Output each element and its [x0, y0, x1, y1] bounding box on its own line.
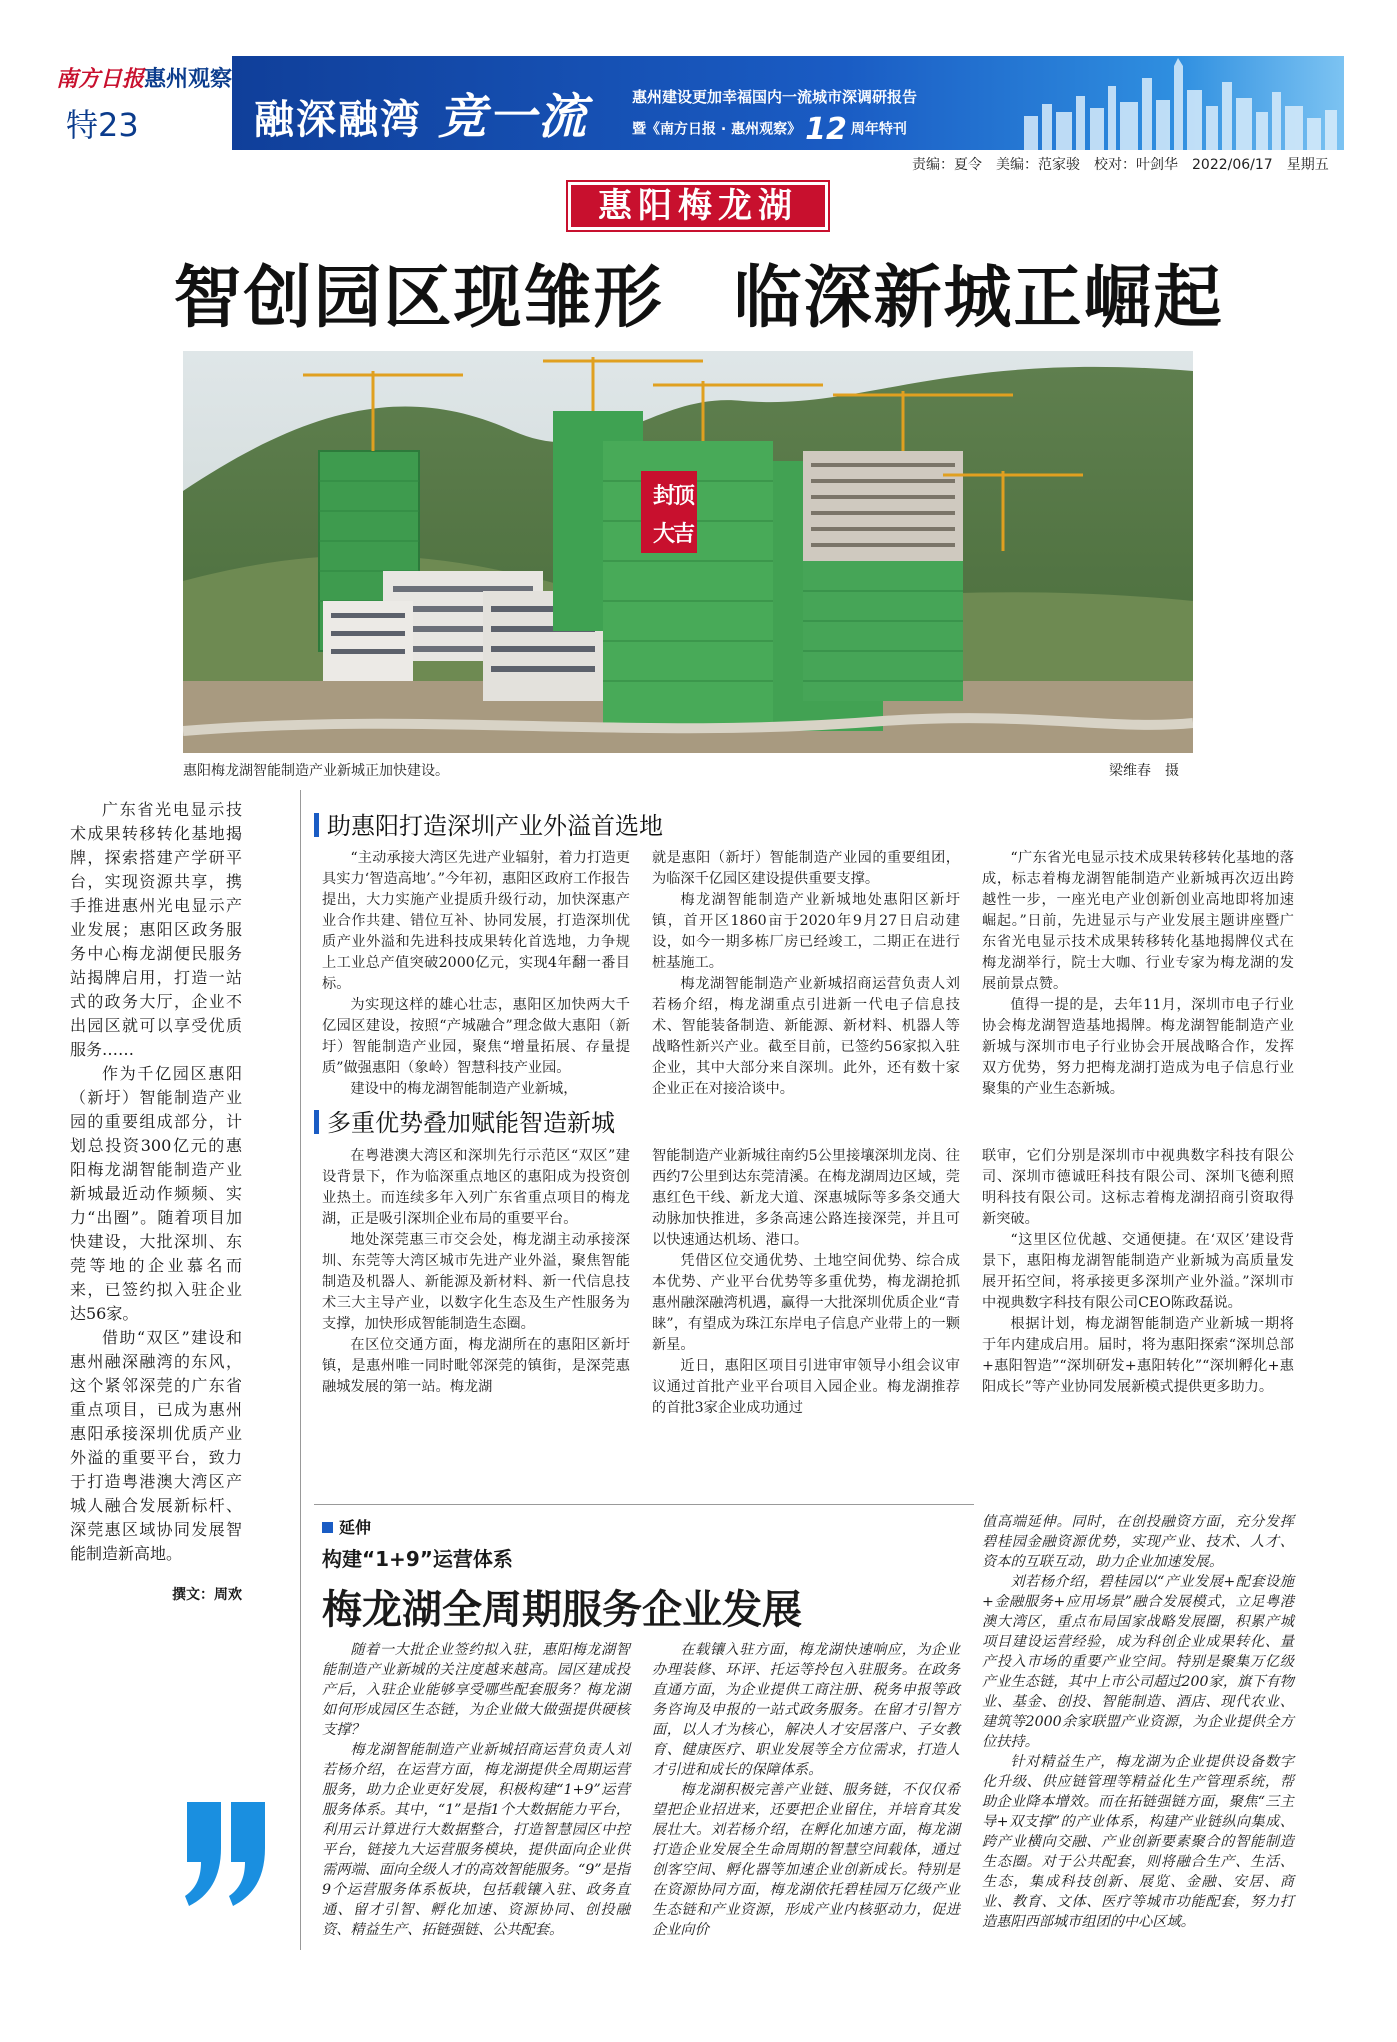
section1-column-3 — [982, 848, 1294, 1100]
paragraph: 联审，它们分别是深圳市中视典数字科技有限公司、深圳市德诚旺科技有限公司、深圳飞德利照明科技有限公司。这标志着梅龙湖招商引资取得新突破。 — [982, 1148, 1294, 1227]
caption-text: 惠阳梅龙湖智能制造产业新城正加快建设。 — [183, 763, 449, 779]
paragraph: 针对精益生产，梅龙湖为企业提供设备数字化升级、供应链管理等精益化生产管理系统，帮助企业降本增效。而在拓链强链方面，聚焦“三主导+双支撑”的产业体系，构建产业链纵向集成、跨产业横向交融、产业创新要素聚合的智能制造生态圈。对于公共配套，则将融合生产、生活、生态，集成科技创新、展览、金融、安居、商业、教育、文体、医疗等城市功能配套，努力打造惠阳西部城市组团的中心区域。 — [982, 1754, 1294, 1930]
paragraph: “主动承接大湾区先进产业辐射，着力打造更具实力‘智造高地’。”今年初，惠阳区政府工作报告提出，大力实施产业提质升级行动，加快深惠产业合作共建、错位互补、协同发展，打造深圳优质产业外溢和先进科技成果转化首选地，力争规上工业总产值突破2000亿元，实现4年翻一番目标。 — [322, 850, 630, 992]
extension-column-1 — [322, 1640, 630, 1940]
section-heading-1 — [314, 806, 663, 841]
photo-credit: 梁维春 摄 — [1109, 763, 1179, 779]
paragraph: 就是惠阳（新圩）智能制造产业园的重要组团，为临深千亿园区建设提供重要支撑。 — [652, 850, 960, 887]
paragraph: 为实现这样的雄心壮志，惠阳区加快两大千亿园区建设，按照“产城融合”理念做大惠阳（新圩）智能制造产业园，聚焦“增量拓展、存量提质”做强惠阳（象岭）智慧科技产业园。 — [322, 997, 630, 1076]
banner-title-a: 融深融湾 — [254, 96, 422, 143]
sign-char-3: 大 — [653, 522, 676, 547]
section-heading-2-text: 多重优势叠加赋能智造新城 — [327, 1109, 615, 1137]
page-number: 特23 — [66, 106, 139, 144]
paragraph: 刘若杨介绍，碧桂园以“产业发展+配套设施+金融服务+应用场景”融合发展模式，立足粤港澳大湾区，重点布局国家战略发展圈，积累产城项目建设运营经验，成为科创企业成果转化、量产投入市场的重要产业空间。特别是聚集万亿级产业生态链，其中上市公司超过200家，旗下有物业、基金、创投、智能制造、酒店、现代农业、建筑等2000余家联盟产业资源，为企业提供全方位扶持。 — [982, 1574, 1294, 1750]
paragraph: 凭借区位交通优势、土地空间优势、综合成本优势、产业平台优势等多重优势，梅龙湖抢抓惠州融深融湾机遇，赢得一大批深圳优质企业“青睐”，有望成为珠江东岸电子信息产业带上的一颗新星。 — [652, 1253, 960, 1353]
banner-title-b: 竞一流 — [437, 89, 588, 145]
sign-char-2: 顶 — [673, 484, 696, 509]
paragraph: 梅龙湖智能制造产业新城地处惠阳区新圩镇，首开区1860亩于2020年9月27日启动建设，如今一期多栋厂房已经竣工，二期正在进行桩基施工。 — [652, 892, 960, 971]
paragraph: “广东省光电显示技术成果转移转化基地的落成，标志着梅龙湖智能制造产业新城再次迈出跨越性一步，一座光电产业创新创业高地即将加速崛起。”日前，先进显示与产业发展主题讲座暨广东省光电显示技术成果转移转化基地揭牌仪式在梅龙湖举行，院士大咖、行业专家为梅龙湖的发展前景点赞。 — [982, 850, 1294, 992]
city-skyline-graphic — [1014, 56, 1344, 150]
banner-subtitle-2a: 暨《南方日报 · 惠州观察》 — [632, 121, 802, 138]
construction-site-illustration — [183, 351, 1193, 753]
column-rule — [300, 790, 301, 1950]
banner-subtitle-2b: 周年特刊 — [850, 121, 907, 138]
square-icon — [322, 1522, 333, 1533]
photo-caption — [183, 760, 1193, 780]
paragraph: 梅龙湖智能制造产业新城招商运营负责人刘若杨介绍，在运营方面，梅龙湖提供全周期运营服务，助力企业更好发展，积极构建“1+9”运营服务体系。其中，“1”是指1个大数据能力平台，利用云计算进行大数据整合，打造智慧园区中控平台，链接九大运营服务模块，提供面向企业供需两端、面向全级人才的高效智能服务。“9”是指9个运营服务体系板块，包括载镶入驻、政务直通、留才引智、孵化加速、资源协同、创投融资、精益生产、拓链强链、公共配套。 — [322, 1742, 630, 1938]
banner-subtitle-1: 惠州建设更加幸福国内一流城市深调研报告 — [632, 88, 918, 106]
paragraph: 随着一大批企业签约拟入驻，惠阳梅龙湖智能制造产业新城的关注度越来越高。园区建成投产后，入驻企业能够享受哪些配套服务？梅龙湖如何形成园区生态链，为企业做大做强提供硬核支撑？ — [322, 1642, 630, 1738]
heading-bar — [314, 1110, 319, 1134]
section1-column-1 — [322, 848, 630, 1100]
paragraph: 梅龙湖智能制造产业新城招商运营负责人刘若杨介绍，梅龙湖重点引进新一代电子信息技术、智能装备制造、新能源、新材料、机器人等战略性新兴产业。截至目前，已签约56家拟入驻企业，其中大部分来自深圳。此外，还有数十家企业正在对接洽谈中。 — [652, 976, 960, 1097]
paragraph: 智能制造产业新城往南约5公里接壤深圳龙岗、往西约7公里到达东莞清溪。在梅龙湖周边区域，莞惠红色干线、新龙大道、深惠城际等多条交通大动脉加快推进，多条高速公路连接深莞，并且可以快速通达机场、港口。 — [652, 1148, 960, 1248]
masthead — [0, 56, 1397, 150]
extension-title: 梅龙湖全周期服务企业发展 — [322, 1586, 802, 1633]
paragraph: 在区位交通方面，梅龙湖所在的惠阳区新圩镇，是惠州唯一同时毗邻深莞的镇街，是深莞惠融城发展的第一站。梅龙湖 — [322, 1337, 630, 1395]
sidebar-paragraph: 作为千亿园区惠阳（新圩）智能制造产业园的重要组成部分，计划总投资300亿元的惠阳梅龙湖智能制造产业新城最近动作频频、实力“出圈”。随着项目加快建设，大批深圳、东莞等地的企业慕名而来，已签约拟入驻企业达56家。 — [70, 1064, 242, 1323]
quote-mark-icon — [183, 1798, 269, 1908]
sidebar-paragraph: 借助“双区”建设和惠州融深融湾的东风，这个紧邻深莞的广东省重点项目，已成为惠州惠阳承接深圳优质产业外溢的重要平台，致力于打造粤港澳大湾区产城人融合发展新标杆、深莞惠区域协同发展智能制造新高地。 — [70, 1328, 242, 1563]
lead-photo — [183, 351, 1193, 753]
section-heading-2 — [314, 1103, 615, 1138]
paragraph: 近日，惠阳区项目引进审审领导小组会议审议通过首批产业平台项目入园企业。梅龙湖推荐的首批3家企业成功通过 — [652, 1358, 960, 1416]
anniversary-number: 12 — [805, 112, 847, 147]
brand-huizhou-guancha: 惠州观察 — [144, 67, 233, 92]
paragraph: 值高端延伸。同时，在创投融资方面，充分发挥碧桂园金融资源优势，实现产业、技术、人才、资本的互联互动，助力企业加速发展。 — [982, 1514, 1294, 1570]
section-heading-1-text: 助惠阳打造深圳产业外溢首选地 — [327, 812, 663, 840]
brand-nanfang-ribao: 南方日报 — [56, 66, 145, 92]
special-issue-banner — [232, 56, 1344, 150]
paragraph: “这里区位优越、交通便捷。在‘双区’建设背景下，惠阳梅龙湖智能制造产业新城为高质量发展开拓空间，将承接更多深圳产业外溢。”深圳市中视典数字科技有限公司CEO陈政磊说。 — [982, 1232, 1294, 1311]
newspaper-brand — [56, 62, 232, 93]
sidebar-intro — [70, 798, 242, 1566]
editor-credits-line: 责编：夏令 美编：范家骏 校对：叶剑华 2022/06/17 星期五 — [912, 157, 1329, 173]
extension-column-2 — [652, 1640, 960, 1940]
masthead-left — [56, 56, 231, 150]
kicker-label: 惠阳梅龙湖 — [571, 185, 825, 227]
paragraph: 建设中的梅龙湖智能制造产业新城， — [350, 1081, 578, 1097]
sidebar-paragraph: 广东省光电显示技术成果转移转化基地揭牌，探索搭建产学研平台，实现资源共享，携手推进惠州光电显示产业发展；惠阳区政务服务中心梅龙湖便民服务站揭牌启用，打造一站式的政务大厅，企业不出园区就可以享受优质服务…… — [70, 800, 242, 1059]
banner-subtitle-2 — [632, 112, 907, 147]
extension-tag-text: 延伸 — [339, 1518, 372, 1537]
heading-bar — [314, 813, 319, 837]
paragraph: 在载镶入驻方面，梅龙湖快速响应，为企业办理装修、环评、托运等拎包入驻服务。在政务直通方面，为企业提供工商注册、税务申报等政务咨询及申报的一站式政务服务。在留才引智方面，以人才为核心，解决人才安居落户、子女教育、健康医疗、职业发展等全方位需求，打造人才引进和成长的保障体系。 — [652, 1642, 960, 1778]
extension-subtitle: 构建“1+9”运营体系 — [322, 1547, 513, 1571]
extension-tag — [322, 1515, 371, 1538]
paragraph: 在粤港澳大湾区和深圳先行示范区“双区”建设背景下，作为临深重点地区的惠阳成为投资创业热土。而连续多年入列广东省重点项目的梅龙湖，正是吸引深圳企业布局的重要平台。 — [322, 1148, 630, 1227]
paragraph: 梅龙湖积极完善产业链、服务链，不仅仅希望把企业招进来，还要把企业留住，并培育其发展壮大。刘若杨介绍，在孵化加速方面，梅龙湖打造企业发展全生命周期的智慧空间载体，通过创客空间、孵化器等加速企业创新成长。特别是在资源协同方面，梅龙湖依托碧桂园万亿级产业生态链和产业资源，形成产业内核驱动力，促进企业向价 — [652, 1782, 960, 1938]
paragraph: 地处深莞惠三市交会处，梅龙湖主动承接深圳、东莞等大湾区城市先进产业外溢，聚焦智能制造及机器人、新能源及新材料、新一代信息技术三大主导产业，以数字化生态及生产性服务为支撑，加快形成智能制造生态圈。 — [322, 1232, 630, 1332]
section1-column-2 — [652, 848, 960, 1100]
kicker-box — [566, 180, 830, 232]
byline: 撰文：周欢 — [172, 1587, 242, 1603]
sign-char-1: 封 — [653, 484, 676, 509]
paragraph: 根据计划，梅龙湖智能制造产业新城一期将于年内建成启用。届时，将为惠阳探索“深圳总部+惠阳智造”“深圳研发+惠阳转化”“深圳孵化+惠阳成长”等产业协同发展新模式提供更多助力。 — [982, 1316, 1294, 1395]
section2-column-3 — [982, 1146, 1294, 1398]
main-headline: 智创园区现雏形 临深新城正崛起 — [173, 258, 1224, 338]
section-divider — [314, 1504, 974, 1505]
extension-column-3 — [982, 1512, 1294, 1932]
sign-char-4: 吉 — [673, 522, 696, 547]
section2-column-1 — [322, 1146, 630, 1398]
section2-column-2 — [652, 1146, 960, 1419]
banner-title — [254, 78, 588, 147]
paragraph: 值得一提的是，去年11月，深圳市电子行业协会梅龙湖智造基地揭牌。梅龙湖智能制造产业新城与深圳市电子行业协会开展战略合作，发挥双方优势，努力把梅龙湖打造成为电子信息行业聚集的产业生态新城。 — [982, 997, 1294, 1097]
